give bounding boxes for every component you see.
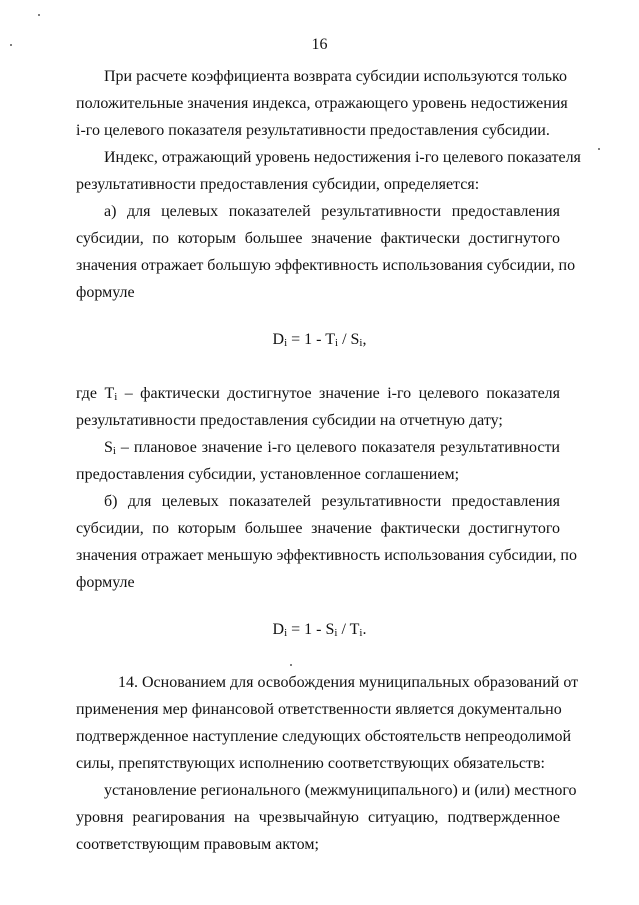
definition-line: где Ti – фактически достигнутое значение i-го целевого показателя	[76, 385, 561, 403]
scan-speck	[38, 14, 40, 16]
paragraph-line: формуле	[76, 574, 135, 591]
paragraph-line: 14. Основанием для освобождения муниципальных образований от	[118, 674, 579, 691]
paragraph-line: уровня реагирования на чрезвычайную ситуацию, подтвержденное	[76, 809, 560, 826]
paragraph-line: значения отражает меньшую эффективность использования субсидии, по	[76, 547, 577, 564]
paragraph-line: субсидии, по которым большее значение фактически достигнутого	[76, 230, 560, 247]
paragraph-line: формуле	[76, 284, 135, 301]
definition-line: предоставления субсидии, установленное соглашением;	[76, 466, 460, 483]
paragraph-line: значения отражает большую эффективность использования субсидии, по	[76, 257, 576, 274]
paragraph-line: а) для целевых показателей результативности предоставления	[104, 203, 560, 220]
definition-line: результативности предоставления субсидии на отчетную дату;	[76, 412, 503, 429]
definition-line: Si – плановое значение i-го целевого показателя результативности	[104, 439, 560, 457]
paragraph-line: положительные значения индекса, отражающего уровень недостижения	[76, 95, 568, 112]
paragraph-line: силы, препятствующих исполнению соответствующих обязательств:	[76, 755, 545, 772]
scan-speck	[598, 148, 600, 150]
paragraph-line: i-го целевого показателя результативности предоставления субсидии.	[76, 122, 550, 139]
paragraph-line: Индекс, отражающий уровень недостижения i-го целевого показателя	[104, 149, 581, 166]
formula-1: Di = 1 - Ti / Si,	[272, 331, 367, 349]
paragraph-line: установление регионального (межмуниципального) и (или) местного	[104, 782, 577, 799]
paragraph-line: б) для целевых показателей результативности предоставления	[104, 493, 560, 510]
paragraph-line: применения мер финансовой ответственности является документально	[76, 701, 562, 718]
paragraph-line: При расчете коэффициента возврата субсидии используются только	[104, 68, 567, 85]
paragraph-line: подтвержденное наступление следующих обстоятельств непреодолимой	[76, 728, 572, 745]
paragraph-line: результативности предоставления субсидии, определяется:	[76, 176, 480, 193]
paragraph-line: субсидии, по которым большее значение фактически достигнутого	[76, 520, 560, 537]
page-number: 16	[311, 36, 328, 53]
paragraph-line: соответствующим правовым актом;	[76, 836, 319, 853]
formula-2: Di = 1 - Si / Ti.	[272, 621, 367, 639]
scan-speck	[290, 664, 292, 666]
